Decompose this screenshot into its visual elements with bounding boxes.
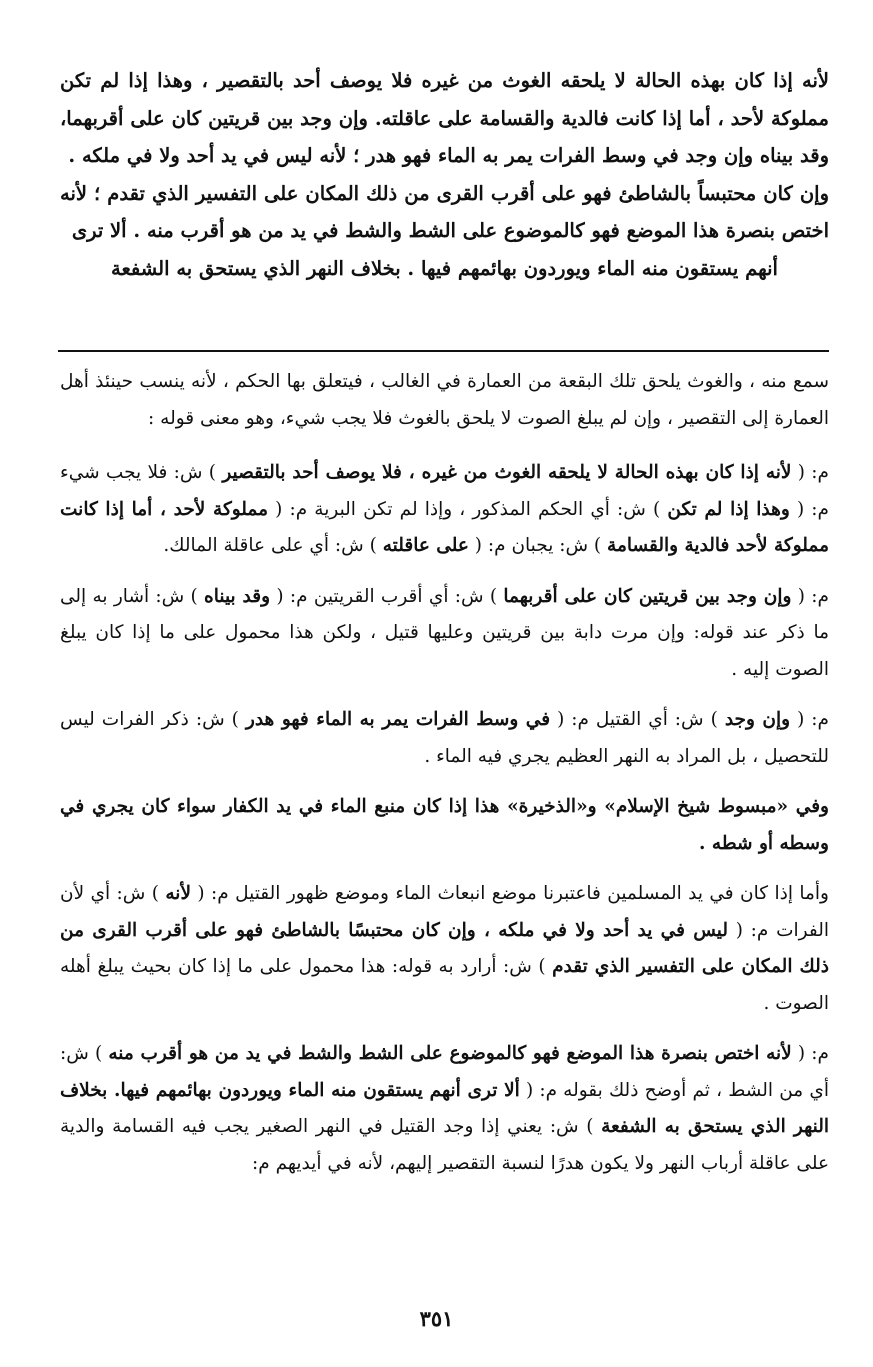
commentary-paragraph: [60, 455, 829, 565]
sharh-text: ) ش: أي من الشط ، ثم أوضح ذلك بقوله م: (: [60, 1043, 830, 1101]
sharh-text: ) ش: أي أقرب القريتين م: (: [276, 585, 498, 607]
matn-quote: مملوكة لأحد ، أما إذا كانت مملوكة لأحد فالدية والقسامة: [60, 498, 829, 556]
matn-marker: م: (: [797, 709, 829, 730]
sharh-text: ) ش: أي لأن الفرات م: (: [60, 883, 829, 941]
matn-marker: م: (: [797, 462, 829, 483]
matn-quote: وإن وجد بين قريتين كان على أقربهما: [503, 585, 792, 607]
matn-quote: في وسط الفرات يمر به الماء فهو هدر: [245, 709, 551, 730]
matn-quote: على عاقلته: [382, 535, 469, 556]
sharh-text: ) ش: ذكر الفرات ليس للتحصيل ، بل المراد به النهر العظيم يجري فيه الماء .: [60, 709, 829, 767]
matn-quote: لأنه اختص بنصرة هذا الموضع فهو كالموضوع على الشط والشط في يد من هو أقرب منه: [108, 1043, 792, 1064]
matn-quote: لأنه إذا كان بهذه الحالة لا يلحقه الغوث من غيره ، فلا يوصف أحد بالتقصير: [222, 462, 792, 483]
commentary-text: وفي «مبسوط شيخ الإسلام» و«الذخيرة» هذا إذا كان منبع الماء في يد الكفار سواء كان يجري في وسطه أو شطه .: [60, 796, 829, 854]
sharh-text: ) ش: يجبان م: (: [474, 535, 602, 556]
sharh-text: ) ش: أي على عاقلة المالك.: [163, 535, 377, 556]
page-number: ٣٥١: [419, 1306, 454, 1331]
sharh-text: ) ش: أي القتيل م: (: [557, 709, 718, 730]
matn-marker: م: (: [797, 585, 829, 607]
commentary-paragraph: سمع منه ، والغوث يلحق تلك البقعة من العمارة في الغالب ، فيتعلق بها الحكم ، لأنه ينسب حينئذ أهل العمارة إلى التقصير ، وإن لم يبلغ الصوت لا يلحق بالغوث فلا يجب شيء، وهو معنى قوله :: [60, 371, 829, 429]
separator-rule: [58, 350, 829, 352]
commentary-paragraph: [60, 1036, 829, 1182]
main-text-paragraph: أنهم يستقون منه الماء ويوردون بهائمهم فيها . بخلاف النهر الذي يستحق به الشفعة: [111, 256, 778, 280]
commentary-block: [60, 364, 829, 1196]
matn-quote: وهذا إذا لم تكن: [667, 498, 790, 520]
matn-marker: م: (: [797, 1043, 829, 1064]
sharh-text: وأما إذا كان في يد المسلمين فاعتبرنا موضع انبعاث الماء وموضع ظهور القتيل م: (: [197, 883, 829, 904]
matn-quote: لأنه: [165, 883, 192, 904]
matn-quote: ألا ترى أنهم يستقون منه الماء ويوردون بهائمهم فيها. بخلاف النهر الذي يستحق به الشفعة: [60, 1079, 830, 1137]
sharh-text: ) ش: أي الحكم المذكور ، وإذا لم تكن البرية م: (: [275, 498, 661, 520]
matn-quote: ليس في يد أحد ولا في ملكه ، وإن كان محتبسًا بالشاطئ فهو على أقرب القرى من ذلك المكان على التفسير الذي تقدم: [60, 919, 829, 977]
commentary-paragraph: [60, 789, 829, 862]
sharh-text: ) ش: يعني إذا وجد القتيل في النهر الصغير يجب فيه القسامة والدية على عاقلة أرباب النهر ولا يكون هدرًا لنسبة التقصير إليهم، لأنه في أيديهم م:: [60, 1116, 829, 1174]
commentary-paragraph: [60, 702, 829, 775]
matn-quote: وإن وجد: [724, 709, 791, 730]
main-text-block: [60, 62, 829, 287]
sharh-text: ) ش: أرارد به قوله: هذا محمول على ما إذا كان بحيث يبلغ أهله الصوت .: [60, 956, 829, 1014]
main-text-paragraph: وإن كان محتبساً بالشاطئ فهو على أقرب القرى من ذلك المكان على التفسير الذي تقدم ؛ لأنه اختص بنصرة هذا الموضع فهو كالموضوع على الشط والشط في يد من هو أقرب منه . ألا ترى: [60, 181, 829, 242]
sharh-text: ) ش: أشار به إلى ما ذكر عند قوله: وإن مرت دابة بين قريتين وعليها قتيل ، ولكن هذا محمول على ما إذا كان يبلغ الصوت إليه .: [60, 585, 829, 680]
sharh-text: ) ش: فلا يجب شيء م: (: [60, 462, 829, 520]
main-text-paragraph: لأنه إذا كان بهذه الحالة لا يلحقه الغوث من غيره فلا يوصف أحد بالتقصير ، وهذا إذا لم تكن مملوكة لأحد ، أما إذا كانت فالدية والقسامة على عاقلته. وإن وجد بين قريتين كان على أقربهما، وقد بينا‌ه وإن وجد في وسط الفرات يمر به الماء فهو هدر ؛ لأنه ليس في يد أحد ولا في ملكه .: [60, 69, 829, 167]
matn-quote: وقد بيناه: [204, 585, 271, 607]
commentary-paragraph: [60, 876, 829, 1022]
commentary-paragraph: [60, 579, 829, 689]
